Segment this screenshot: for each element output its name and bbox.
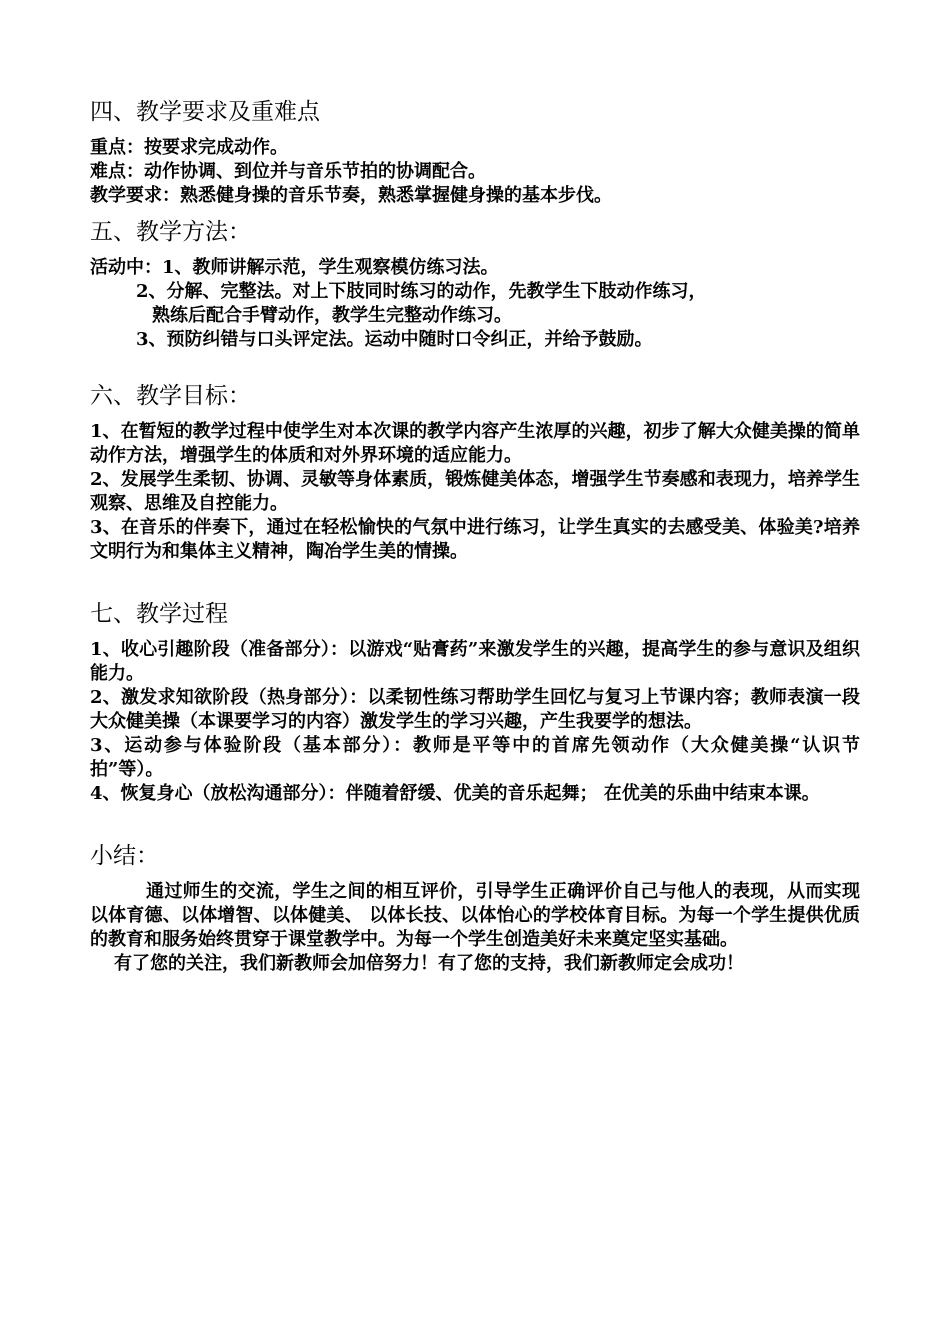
process-item-4: 4、恢复身心（放松沟通部分）：伴随着舒缓、优美的音乐起舞； 在优美的乐曲中结束本课。 bbox=[90, 783, 820, 804]
process-item-1: 1、收心引趣阶段（准备部分）：以游戏“贴膏药”来激发学生的兴趣，提高学生的参与意识及组织能力。 bbox=[90, 639, 860, 684]
key-point-line: 重点：按要求完成动作。 bbox=[90, 137, 288, 158]
section6-heading: 六、教学目标： bbox=[90, 383, 251, 409]
goal-item-3: 3、在音乐的伴奏下，通过在轻松愉快的气氛中进行练习，让学生真实的去感受美、体验美?培养文明行为和集体主义精神，陶冶学生美的情操。 bbox=[90, 517, 860, 562]
process-item-2: 2、激发求知欲阶段（热身部分）：以柔韧性练习帮助学生回忆与复习上节课内容；教师表演一段大众健美操（本课要学习的内容）激发学生的学习兴趣，产生我要学的想法。 bbox=[90, 687, 860, 732]
section7-heading: 七、教学过程 bbox=[90, 601, 228, 627]
section4-heading: 四、教学要求及重难点 bbox=[90, 99, 320, 125]
document-page bbox=[90, 96, 860, 976]
method-line-1: 活动中：1、教师讲解示范，学生观察模仿练习法。 bbox=[90, 257, 499, 278]
section5-heading: 五、教学方法： bbox=[90, 219, 251, 245]
closing-paragraph: 有了您的关注，我们新教师会加倍努力！有了您的支持，我们新教师定会成功！ bbox=[114, 953, 744, 974]
goal-item-1: 1、在暂短的教学过程中使学生对本次课的教学内容产生浓厚的兴趣，初步了解大众健美操的简单动作方法，增强学生的体质和对外界环境的适应能力。 bbox=[90, 421, 860, 466]
method-line-3: 3、预防纠错与口头评定法。运动中随时口令纠正，并给予鼓励。 bbox=[136, 329, 653, 350]
method-line-2-cont: 熟练后配合手臂动作，教学生完整动作练习。 bbox=[152, 305, 512, 326]
summary-heading: 小结： bbox=[90, 843, 159, 869]
method-line-2: 2、分解、完整法。对上下肢同时练习的动作，先教学生下肢动作练习， bbox=[136, 281, 707, 302]
goal-item-2: 2、发展学生柔韧、协调、灵敏等身体素质，锻炼健美体态，增强学生节奏感和表现力，培养学生观察、思维及自控能力。 bbox=[90, 469, 860, 514]
process-item-3: 3、运动参与体验阶段（基本部分）：教师是平等中的首席先领动作（大众健美操“认识节拍”等）。 bbox=[90, 735, 860, 780]
difficulty-line: 难点：动作协调、到位并与音乐节拍的协调配合。 bbox=[90, 161, 486, 182]
requirement-line: 教学要求：熟悉健身操的音乐节奏，熟悉掌握健身操的基本步伐。 bbox=[90, 185, 612, 206]
summary-paragraph: 通过师生的交流，学生之间的相互评价，引导学生正确评价自己与他人的表现，从而实现以体育德、以体增智、以体健美、 以体长技、以体怡心的学校体育目标。为每一个学生提供优质的教育和服务始终贯穿于课堂教学中。为每一个学生创造美好未来奠定坚实基础。 bbox=[90, 881, 860, 950]
